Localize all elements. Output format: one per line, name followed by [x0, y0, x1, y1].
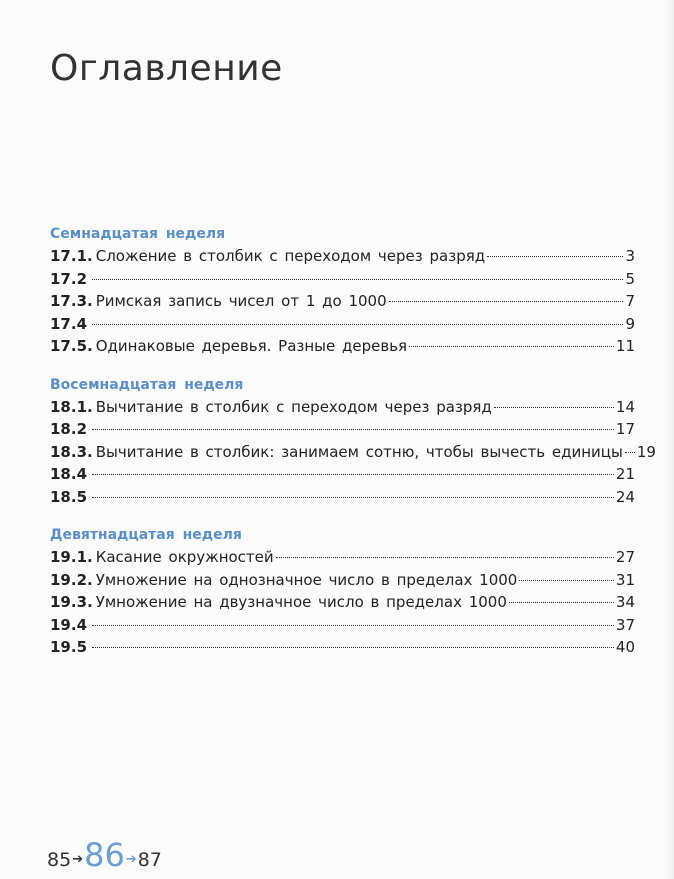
prev-page-number[interactable]: 85	[47, 849, 72, 871]
entry-number: 19.4	[50, 615, 88, 634]
toc-entry[interactable]	[50, 441, 656, 464]
dot-leader	[487, 256, 623, 257]
entry-number: 19.3.	[50, 593, 93, 611]
entry-title: Римская запись чисел от 1 до 1000	[95, 292, 387, 310]
dot-leader	[92, 429, 614, 430]
section-heading: Семнадцатая неделя	[50, 226, 226, 242]
entry-page-number: 21	[615, 465, 635, 483]
toc-entry[interactable]	[50, 313, 635, 336]
entry-page-number: 40	[615, 638, 635, 656]
page-navigation	[47, 836, 162, 874]
entry-number: 19.5	[50, 638, 88, 656]
entry-page-number: 27	[615, 548, 635, 566]
entry-number: 18.5	[50, 487, 88, 506]
page-title: Оглавление	[50, 48, 283, 89]
toc-entry[interactable]	[50, 290, 635, 313]
dot-leader	[92, 324, 623, 325]
dot-leader	[92, 474, 614, 475]
toc-section	[50, 374, 656, 509]
toc-entry[interactable]	[50, 569, 635, 592]
dot-leader	[494, 407, 614, 408]
toc-section	[50, 524, 635, 659]
toc-entry[interactable]	[50, 418, 635, 441]
entry-page-number: 24	[615, 487, 635, 506]
toc-entry[interactable]	[50, 591, 635, 614]
dot-leader	[92, 647, 614, 648]
entry-number: 17.4	[50, 314, 88, 333]
toc-entry[interactable]	[50, 268, 635, 291]
entry-number: 17.5.	[50, 337, 93, 355]
toc-entry[interactable]	[50, 335, 635, 358]
page-edge-shadow	[666, 0, 674, 879]
entry-title: Касание окружностей	[95, 548, 274, 566]
dot-leader	[389, 301, 624, 302]
entry-title: Умножение на однозначное число в пределах 1000	[95, 570, 518, 589]
toc-entry[interactable]	[50, 486, 635, 509]
next-page-number[interactable]: 87	[137, 849, 162, 871]
dot-leader	[276, 557, 614, 558]
table-of-contents	[50, 223, 656, 675]
entry-number: 18.2	[50, 420, 88, 438]
dot-leader	[92, 625, 614, 626]
entry-number: 17.2	[50, 269, 88, 288]
toc-section	[50, 223, 635, 358]
entry-title: Вычитание в столбик с переходом через разряд	[95, 397, 492, 416]
dot-leader	[409, 346, 614, 347]
dot-leader	[92, 497, 614, 498]
entry-page-number: 17	[615, 420, 635, 438]
entry-title: Вычитание в столбик: занимаем сотню, чтобы вычесть единицы	[95, 442, 623, 461]
entry-page-number: 31	[615, 570, 635, 589]
entry-number: 18.4	[50, 465, 88, 483]
dot-leader	[519, 580, 614, 581]
entry-page-number: 14	[615, 397, 635, 416]
dot-leader	[92, 279, 623, 280]
toc-entry[interactable]	[50, 245, 635, 268]
dot-leader	[625, 452, 635, 453]
entry-page-number: 11	[615, 337, 635, 355]
entry-number: 17.1.	[50, 247, 93, 265]
entry-title: Одинаковые деревья. Разные деревья	[95, 337, 408, 355]
arrow-right-icon: ➔	[125, 852, 137, 867]
toc-entry[interactable]	[50, 463, 635, 486]
entry-number: 18.1.	[50, 397, 93, 416]
entry-page-number: 3	[625, 247, 635, 265]
entry-title: Сложение в столбик с переходом через разряд	[95, 247, 486, 265]
entry-title: Умножение на двузначное число в пределах 1000	[95, 593, 507, 611]
section-heading: Девятнадцатая неделя	[50, 527, 242, 543]
toc-entry[interactable]	[50, 614, 635, 637]
entry-page-number: 7	[625, 292, 635, 310]
entry-number: 18.3.	[50, 442, 93, 461]
current-page-number: 86	[84, 836, 125, 874]
toc-entry[interactable]	[50, 396, 635, 419]
toc-entry[interactable]	[50, 636, 635, 659]
section-heading: Восемнадцатая неделя	[50, 376, 244, 393]
arrow-right-icon: ➔	[72, 852, 84, 867]
entry-number: 17.3.	[50, 292, 93, 310]
entry-page-number: 34	[615, 593, 635, 611]
entry-number: 19.2.	[50, 570, 93, 589]
entry-number: 19.1.	[50, 548, 93, 566]
entry-page-number: 37	[615, 615, 635, 634]
toc-entry[interactable]	[50, 546, 635, 569]
entry-page-number: 9	[625, 314, 635, 333]
entry-page-number: 5	[625, 269, 635, 288]
entry-page-number: 19	[636, 442, 656, 461]
dot-leader	[509, 602, 614, 603]
